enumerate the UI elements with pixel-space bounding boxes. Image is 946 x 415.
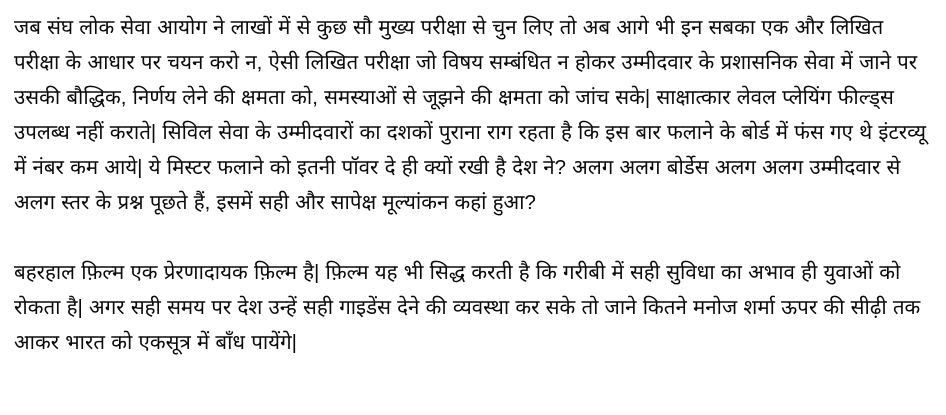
paragraph-2: बहरहाल फ़िल्म एक प्रेरणादायक फ़िल्म है| फ़िल्म यह भी सिद्ध करती है कि गरीबी में सही सुविधा का अभाव ही युवाओं को रोकता है| अगर सही समय पर देश उन्हें सही गाइडेंस देने की व्यवस्था कर सके तो जाने कितने मनोज शर्मा ऊपर की सीढ़ी तक आकर भारत को एकसूत्र में बाँध पायेंगे| (14, 261, 927, 354)
paragraph-1: जब संघ लोक सेवा आयोग ने लाखों में से कुछ सौ मुख्य परीक्षा से चुन लिए तो अब आगे भी इन सबका एक और लिखित परीक्षा के आधार पर चयन करो न, ऐसी लिखित परीक्षा जो विषय सम्बंधित न होकर उम्मीदवार के प्रशासनिक सेवा में जाने पर उसकी बौद्धिक, निर्णय लेने की क्षमता को, समस्याओं से जूझने की क्षमता को जांच सके| साक्षात्कार लेवल प्लेयिंग फील्ड्स उपलब्ध नहीं कराते| सिविल सेवा के उम्मीदवारों का दशकों पुराना राग रहता है कि इस बार फलाने के बोर्ड में फंस गए थे इंटरव्यू में नंबर कम आये| ये मिस्टर फलाने को इतनी पॉवर दे ही क्यों रखी है देश ने? अलग अलग बोर्डेस अलग अलग उम्मीदवार से अलग स्तर के प्रश्न पूछते हैं, इसमें सही और सापेक्ष मूल्यांकन कहां हुआ? (14, 16, 933, 214)
